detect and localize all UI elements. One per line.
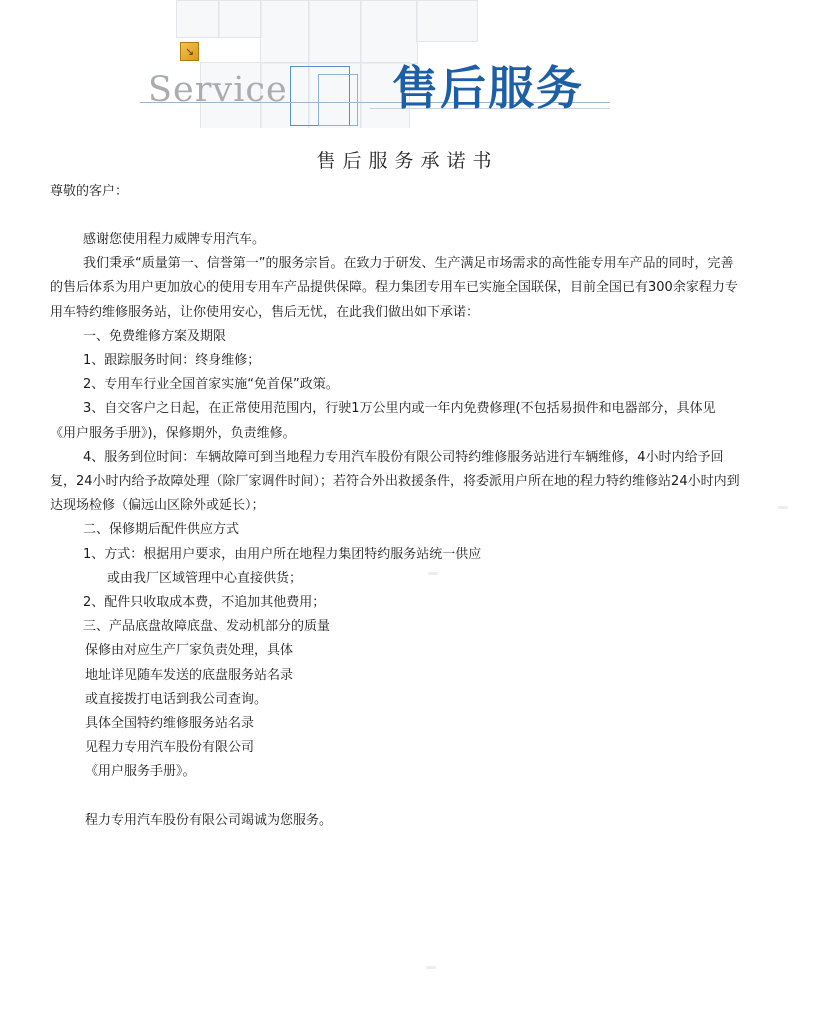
list-item: 1、跟踪服务时间：终身维修； (83, 353, 261, 369)
service-banner (140, 0, 610, 128)
section-heading: 一、免费维修方案及期限 (83, 328, 227, 344)
banner-grid-square (260, 0, 310, 64)
text-line: 《用户服务手册》。 (85, 764, 196, 780)
service-wordmark: Service (148, 70, 288, 110)
scan-speck (428, 572, 438, 575)
scan-speck (778, 506, 788, 509)
list-item: 3、自交客户之日起，在正常使用范围内，行驶1万公里内或一年内免费修理(不包括易损件和电器部分，具体见《用户服务手册》)，保修期外，负责维修。 (50, 401, 716, 441)
list-item: 4、服务到位时间：车辆故障可到当地程力专用汽车股份有限公司特约维修服务站进行车辆维修，4小时内给予回复，24小时内给予故障处理（除厂家调件时间）；若符合外出救援条件，将委派用户所在地的程力特约维修站24小时内到达现场检修（偏远山区除外或延长）； (50, 449, 740, 514)
section-heading: 二、保修期后配件供应方式 (83, 522, 240, 538)
banner-grid-square (218, 0, 262, 38)
letter-body (50, 228, 740, 833)
text-line: 具体全国特约维修服务站名录 (85, 716, 255, 732)
banner-grid-square (416, 0, 478, 42)
page-title: 售后服务承诺书 (316, 150, 499, 172)
text-line: 见程力专用汽车股份有限公司 (85, 740, 255, 756)
banner-blue-frame (318, 74, 358, 126)
greeting: 尊敬的客户： (50, 184, 129, 199)
list-item-continuation: 或由我厂区域管理中心直接供货； (107, 570, 303, 586)
text-line: 地址详见随车发送的底盘服务站名录 (85, 667, 294, 683)
arrow-down-right-icon: ↘ (180, 42, 199, 61)
closing-line: 程力专用汽车股份有限公司竭诚为您服务。 (85, 812, 333, 828)
banner-grid-square (176, 0, 220, 38)
list-item: 2、配件只收取成本费，不追加其他费用； (83, 595, 326, 611)
paragraph: 我们秉承“质量第一、信誉第一”的服务宗旨。在致力于研发、生产满足市场需求的高性能专用车产品的同时，完善的售后体系为用户更加放心的使用专用车产品提供保障。程力集团专用车已实施全国联保，目前全国已有300余家程力专用车特约维修服务站，让你使用安心，售后无忧，在此我们做出如下承诺： (50, 256, 738, 320)
text-line: 保修由对应生产厂家负责处理，具体 (85, 643, 294, 659)
text-line: 或直接拨打电话到我公司查询。 (85, 691, 268, 707)
banner-grid-square (308, 0, 362, 64)
list-item: 1、方式：根据用户要求，由用户所在地程力集团特约服务站统一供应 (83, 546, 482, 562)
banner-title: 售后服务 (392, 61, 584, 115)
scan-speck (426, 966, 436, 969)
list-item: 2、专用车行业全国首家实施“免首保”政策。 (83, 377, 339, 393)
section-heading: 三、产品底盘故障底盘、发动机部分的质量 (83, 619, 331, 635)
paragraph: 感谢您使用程力威牌专用汽车。 (83, 232, 266, 247)
